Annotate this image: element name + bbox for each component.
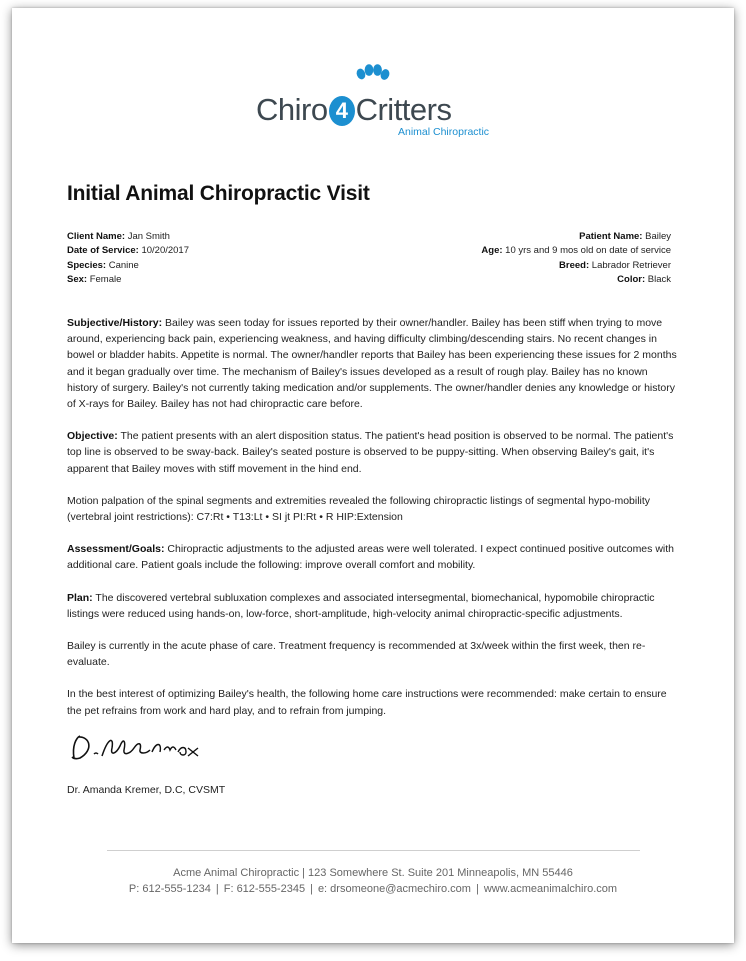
company-logo [256,64,506,140]
sex-label: Sex: [67,273,88,285]
color-label: Color: [617,273,646,285]
date-of-service-label: Date of Service: [67,245,139,257]
age-row [311,244,671,258]
footer-separator: | [310,882,313,895]
breed-row [311,259,671,273]
footer-divider [107,850,640,851]
patient-name-label: Patient Name: [579,231,643,242]
client-name-label: Client Name: [67,231,126,242]
subjective-paragraph [67,315,677,412]
plan-text: The discovered vertebral subluxation complexes and associated intersegmental, biomechanical, hypomobile chiropractic listings were reduced using hands-on, low-force, short-amplitude, high-velocity animal chiropractic-specific adjustments. [67,591,655,620]
footer [67,866,679,897]
breed-value: Labrador Retriever [591,259,671,271]
color-value: Black [647,273,671,285]
document-page [12,8,734,943]
footer-website: www.acmeanimalchiro.com [483,882,618,895]
patient-name-value: Bailey [645,231,671,242]
objective-label: Objective: [67,430,118,443]
motion-palpation-paragraph: Motion palpation of the spinal segments and extremities revealed the following chiropractic listings of segmental hypo-mobility (vertebral joint restrictions): C7:Rt • T13:Lt • SI jt PI:Rt • R HIP:Extension [67,494,651,524]
objective-text: The patient presents with an alert disposition status. The patient's head position is observed to be normal. The patient's top line is observed to be sway-back. Bailey's seated posture is observed to be puppy-sitting. When observing Bailey's gait, it's apparent that Bailey moves with stiff movement in the hind end. [67,430,674,475]
logo-word-critters: Critters [355,92,452,127]
plan-label: Plan: [67,591,93,604]
logo-word-chiro: Chiro [256,92,328,127]
patient-info [311,230,671,287]
age-value: 10 yrs and 9 mos old on date of service [505,245,671,257]
client-name-value: Jan Smith [127,231,170,242]
footer-fax: F: 612-555-2345 [223,882,306,895]
footer-address: Acme Animal Chiropractic | 123 Somewhere St. Suite 201 Minneapolis, MN 55446 [173,867,573,879]
date-of-service-value: 10/20/2017 [141,245,189,257]
objective-paragraph [67,428,677,477]
plan-paragraph [67,590,677,622]
color-row [311,273,671,287]
species-value: Canine [108,259,139,271]
sex-value: Female [89,273,122,285]
logo-four-badge: 4 [329,96,355,126]
footer-phone: P: 612-555-1234 [128,882,211,895]
handwritten-signature [68,728,208,768]
assessment-paragraph [67,541,677,573]
breed-label: Breed: [559,259,590,271]
assessment-text: Chiropractic adjustments to the adjusted areas were well tolerated. I expect continued positive outcomes with additional care. Patient goals include the following: improve overall comfort and mobility. [67,543,674,572]
logo-tagline: Animal Chiropractic [398,126,490,138]
home-care-paragraph: In the best interest of optimizing Bailey's health, the following home care instructions were recommended: make certain to ensure the pet refrains from work and hard play, and to refrain from jumping. [67,688,667,717]
soap-notes [67,315,677,735]
footer-separator: | [475,882,479,895]
patient-name-row [311,230,671,244]
subjective-text: Bailey was seen today for issues reported by their owner/handler. Bailey has been stiff when trying to move around, experiencing back pain, experiencing weakness, and having difficulty climbing/descending stairs. No recent changes in bowel or bladder habits. Appetite is normal. The owner/handler reports that Bailey has been experiencing these issues for 2 months and it began gradually over time. The mechanism of Bailey's issues developed as a result of rough play. Bailey has no known history of surgery. Bailey's not currently taking medication and/or supplements. The owner/handler denies any knowledge or history of X-rays for Bailey. Bailey has not had chiropractic care before. [67,317,677,411]
footer-email: e: drsomeone@acmechiro.com [317,882,471,895]
care-phase-paragraph: Bailey is currently in the acute phase of care. Treatment frequency is recommended at 3x/week within the first week, then re-evaluate. [67,640,646,669]
subjective-label: Subjective/History: [67,317,163,329]
species-label: Species: [67,259,107,271]
signer-name: Dr. Amanda Kremer, D.C, CVSMT [67,784,226,796]
assessment-label: Assessment/Goals: [67,543,165,556]
footer-contact [67,882,679,898]
footer-separator: | [215,882,219,895]
age-label: Age: [481,245,503,257]
document-title: Initial Animal Chiropractic Visit [67,182,370,205]
logo-wordmark [256,92,451,128]
